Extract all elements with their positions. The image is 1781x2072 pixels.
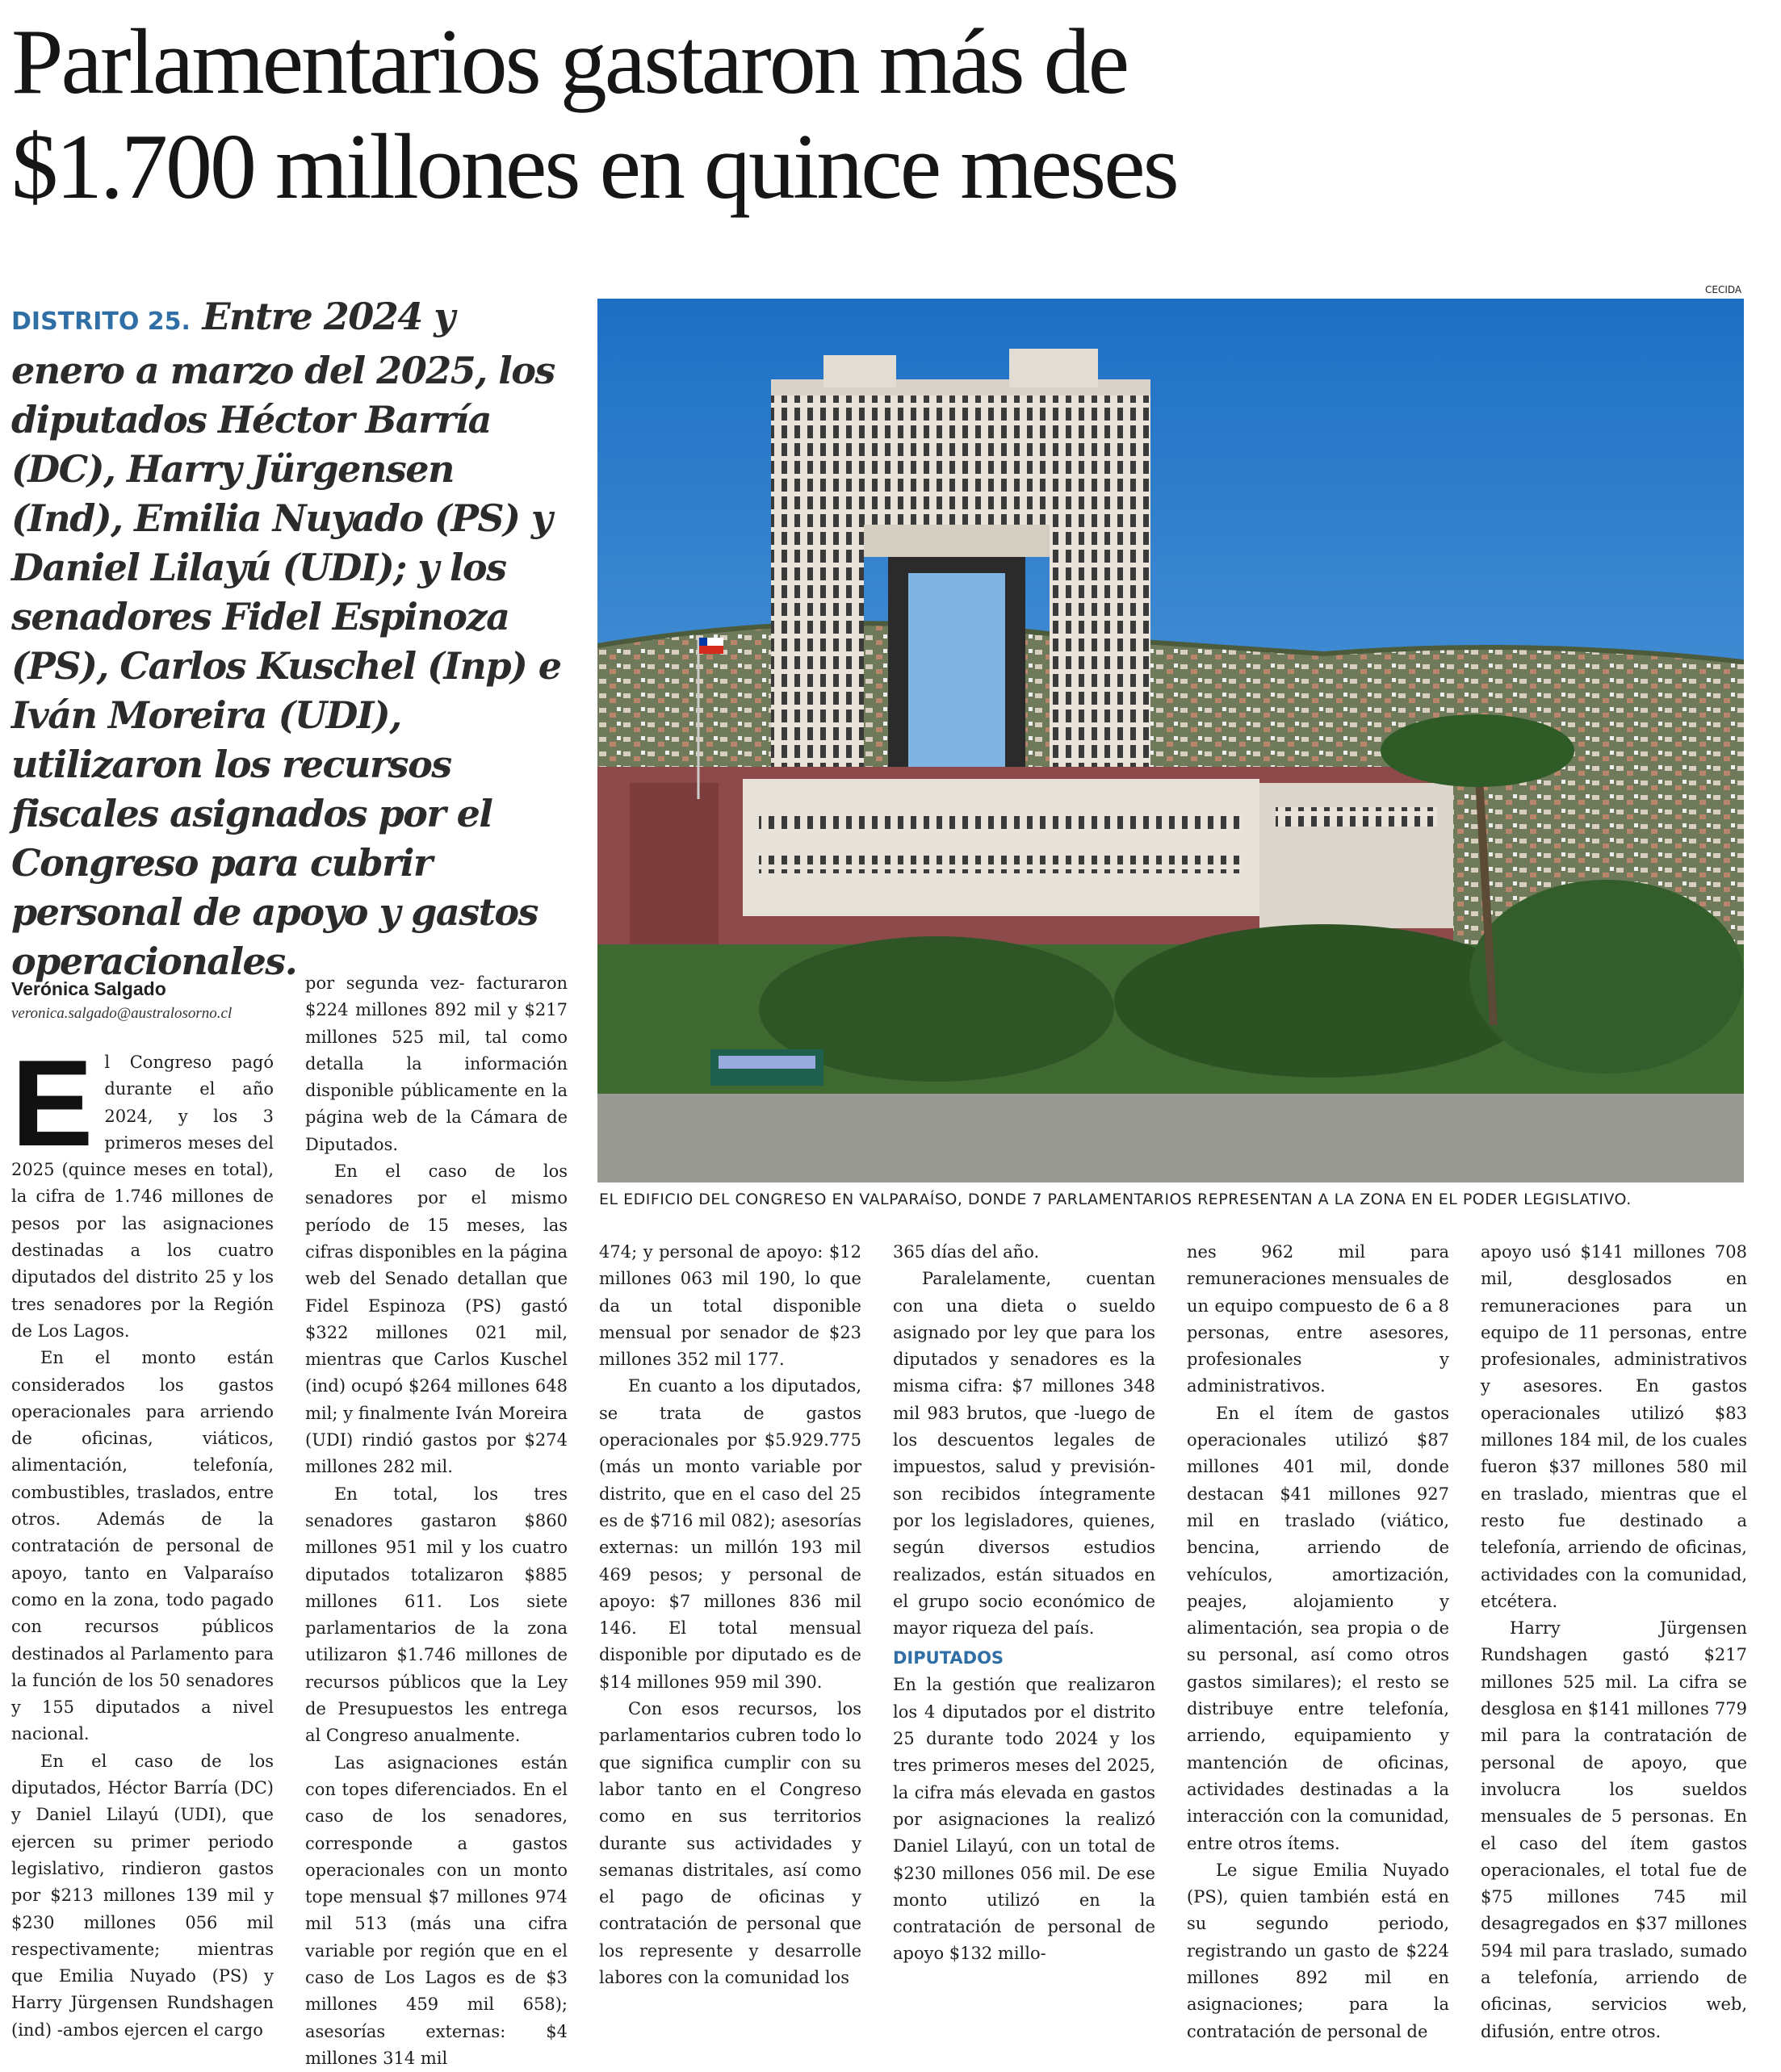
body-column-3 (599, 1239, 861, 1991)
subhead-diputados: DIPUTADOS (893, 1648, 1004, 1668)
body-column-6 (1481, 1239, 1747, 2045)
lead-text: Entre 2024 y enero a marzo del 2025, los diputados Héctor Barría (DC), Harry Jürgensen (Ind), Emilia Nuyado (PS) y Daniel Lilayú (UDI); y los senadores Fidel Espinoza (PS), Carlos Kuschel (Inp) e Iván Moreira (UDI), utilizaron los recursos fiscales asignados por el Congreso para cubrir personal de apoyo y gastos operacionales. (11, 295, 561, 983)
headline-line-2: $1.700 millones en quince meses (11, 115, 1177, 219)
paragraph: En el caso de los diputados, Héctor Barría (DC) y Daniel Lilayú (UDI), que ejercen su primer periodo legislativo, rindieron gastos por $213 millones 139 mil y $230 millones 056 mil respectivamente; mientras que Emilia Nuyado (PS) y Harry Jürgensen Rundshagen (ind) -ambos ejercen el cargo (11, 1751, 274, 2040)
paragraph: En el ítem de gastos operacionales utilizó $87 millones 401 mil, donde destacan $41 millones 927 mil en traslado (viático, bencina, arriendo de vehículos, amortización, peajes, alojamiento y alimentación, sea propia o de su personal, así como otros gastos similares); el resto se distribuye entre telefonía, arriendo, equipamiento y mantención de oficinas, actividades destinadas a la interacción con la comunidad, entre otros ítems. (1187, 1403, 1449, 1853)
congress-building-illustration (597, 299, 1744, 1183)
paragraph: 365 días del año. (893, 1242, 1040, 1262)
paragraph: nes 962 mil para remuneraciones mensuales de un equipo compuesto de 6 a 8 personas, entre asesores, profesionales y administrativos. (1187, 1242, 1449, 1396)
photo-caption: EL EDIFICIO DEL CONGRESO EN VALPARAÍSO, DONDE 7 PARLAMENTARIOS REPRESENTAN A LA ZONA EN EL PODER LEGISLATIVO. (599, 1191, 1632, 1208)
paragraph: Las asignaciones están con topes diferenciados. En el caso de los senadores, corresponde a gastos operacionales con un monto tope mensual $7 millones 974 mil 513 (más una cifra variable por región que en el caso de Los Lagos es de $3 millones 459 mil 658); asesorías externas: $4 millones 314 mil (305, 1752, 568, 2068)
congress-photo (597, 299, 1744, 1183)
paragraph: En total, los tres senadores gastaron $860 millones 951 mil y los cuatro diputados totalizaron $885 millones 611. Los siete parlamentarios de la zona utilizaron $1.746 millones de recursos públicos que la Ley de Presupuestos les entrega al Congreso anualmente. (305, 1484, 568, 1746)
paragraph: Harry Jürgensen Rundshagen gastó $217 millones 525 mil. La cifra se desglosa en $141 millones 779 mil para la contratación de personal de apoyo, que involucra los sueldos mensuales de 5 personas. En el caso del ítem gastos operacionales, el total fue de $75 millones 745 mil desagregados en $37 millones 594 mil para traslado, sumado a telefonía, arriendo de oficinas, servicios web, difusión, entre otros. (1481, 1618, 1747, 2041)
paragraph: En cuanto a los diputados, se trata de gastos operacionales por $5.929.775 (más un monto variable por distrito, que en el caso del 25 es de $716 mil 082); asesorías externas: un millón 193 mil 469 pesos; y personal de apoyo: $7 millones 836 mil 146. El total mensual disponible por diputado es de $14 millones 959 mil 390. (599, 1376, 861, 1692)
headline-line-1: Parlamentarios gastaron más de (11, 10, 1128, 114)
paragraph: l Congreso pagó durante el año 2024, y los 3 primeros meses del 2025 (quince meses en total), la cifra de 1.746 millones de pesos por las asignaciones destinadas a los cuatro diputados del distrito 25 y los tres senadores por la Región de Los Lagos. (11, 1053, 274, 1341)
paragraph: En el monto están considerados los gastos operacionales para arriendo de oficinas, viáticos, alimentación, telefonía, combustibles, traslados, entre otros. Además de la contratación de personal de apoyo, tanto en Valparaíso como en la zona, todo pagado con recursos públicos destinados al Parlamento para la función de los 50 senadores y 155 diputados a nivel nacional. (11, 1348, 274, 1744)
lead-kicker: DISTRITO 25. (11, 308, 191, 336)
headline (11, 10, 1771, 220)
paragraph: En el caso de los senadores por el mismo período de 15 meses, las cifras disponibles en la página web del Senado detallan que Fidel Espinoza (PS) gastó $322 millones 021 mil, mientras que Carlos Kuschel (ind) ocupó $264 millones 648 mil; y finalmente Iván Moreira (UDI) rindió gastos por $274 millones 282 mil. (305, 1162, 568, 1477)
paragraph: apoyo usó $141 millones 708 mil, desglosados en remuneraciones para un equipo de 11 personas, entre profesionales, administrativos y asesores. En gastos operacionales utilizó $83 millones 184 mil, de los cuales fueron $37 millones 580 mil en traslado, mientras que el resto fue destinado a telefonía, arriendo de oficinas, actividades con la comunidad, etcétera. (1481, 1242, 1747, 1611)
dropcap: E (11, 1035, 94, 1172)
paragraph: Paralelamente, cuentan con una dieta o sueldo asignado por ley que para los diputados y senadores es la misma cifra: $7 millones 348 mil 983 brutos, que -luego de los descuentos legales de impuestos, salud y previsión- son recibidos íntegramente por los legisladores, quienes, según diversos estudios realizados, están situados en el grupo socio económico de mayor riqueza del país. (893, 1269, 1155, 1639)
paragraph: Le sigue Emilia Nuyado (PS), quien también está en su segundo periodo, registrando un gasto de $224 millones 892 mil en asignaciones; para la contratación de personal de (1187, 1860, 1449, 2041)
author-name: Verónica Salgado (11, 978, 166, 999)
paragraph: por segunda vez- facturaron $224 millones 892 mil y $217 millones 525 mil, tal como detalla la información disponible públicamente en la página web de la Cámara de Diputados. (305, 973, 568, 1154)
paragraph: 474; y personal de apoyo: $12 millones 063 mil 190, lo que da un total disponible mensual por senador de $23 millones 352 mil 177. (599, 1242, 861, 1370)
lead-paragraph (11, 292, 568, 986)
body-column-5 (1187, 1239, 1449, 2045)
photo-credit: CECIDA (1705, 284, 1742, 295)
author-email: veronica.salgado@australosorno.cl (11, 1005, 233, 1022)
body-column-2 (305, 970, 568, 2072)
paragraph: En la gestión que realizaron los 4 diputados por el distrito 25 durante todo 2024 y los tres primeros meses del 2025, la cifra más elevada en gastos por asignaciones la realizó Daniel Lilayú, con un total de $230 millones 056 mil. De ese monto utilizó en la contratación de personal de apoyo $132 millo- (893, 1675, 1155, 1964)
byline (11, 978, 286, 1023)
paragraph: Con esos recursos, los parlamentarios cubren todo lo que significa cumplir con su labor tanto en el Congreso como en sus territorios durante sus actividades y semanas distritales, así como el pago de oficinas y contratación de personal que los represente y desarrolle labores con la comunidad los (599, 1699, 861, 1988)
body-column-4 (893, 1239, 1155, 1968)
body-column-1 (11, 1035, 274, 2044)
